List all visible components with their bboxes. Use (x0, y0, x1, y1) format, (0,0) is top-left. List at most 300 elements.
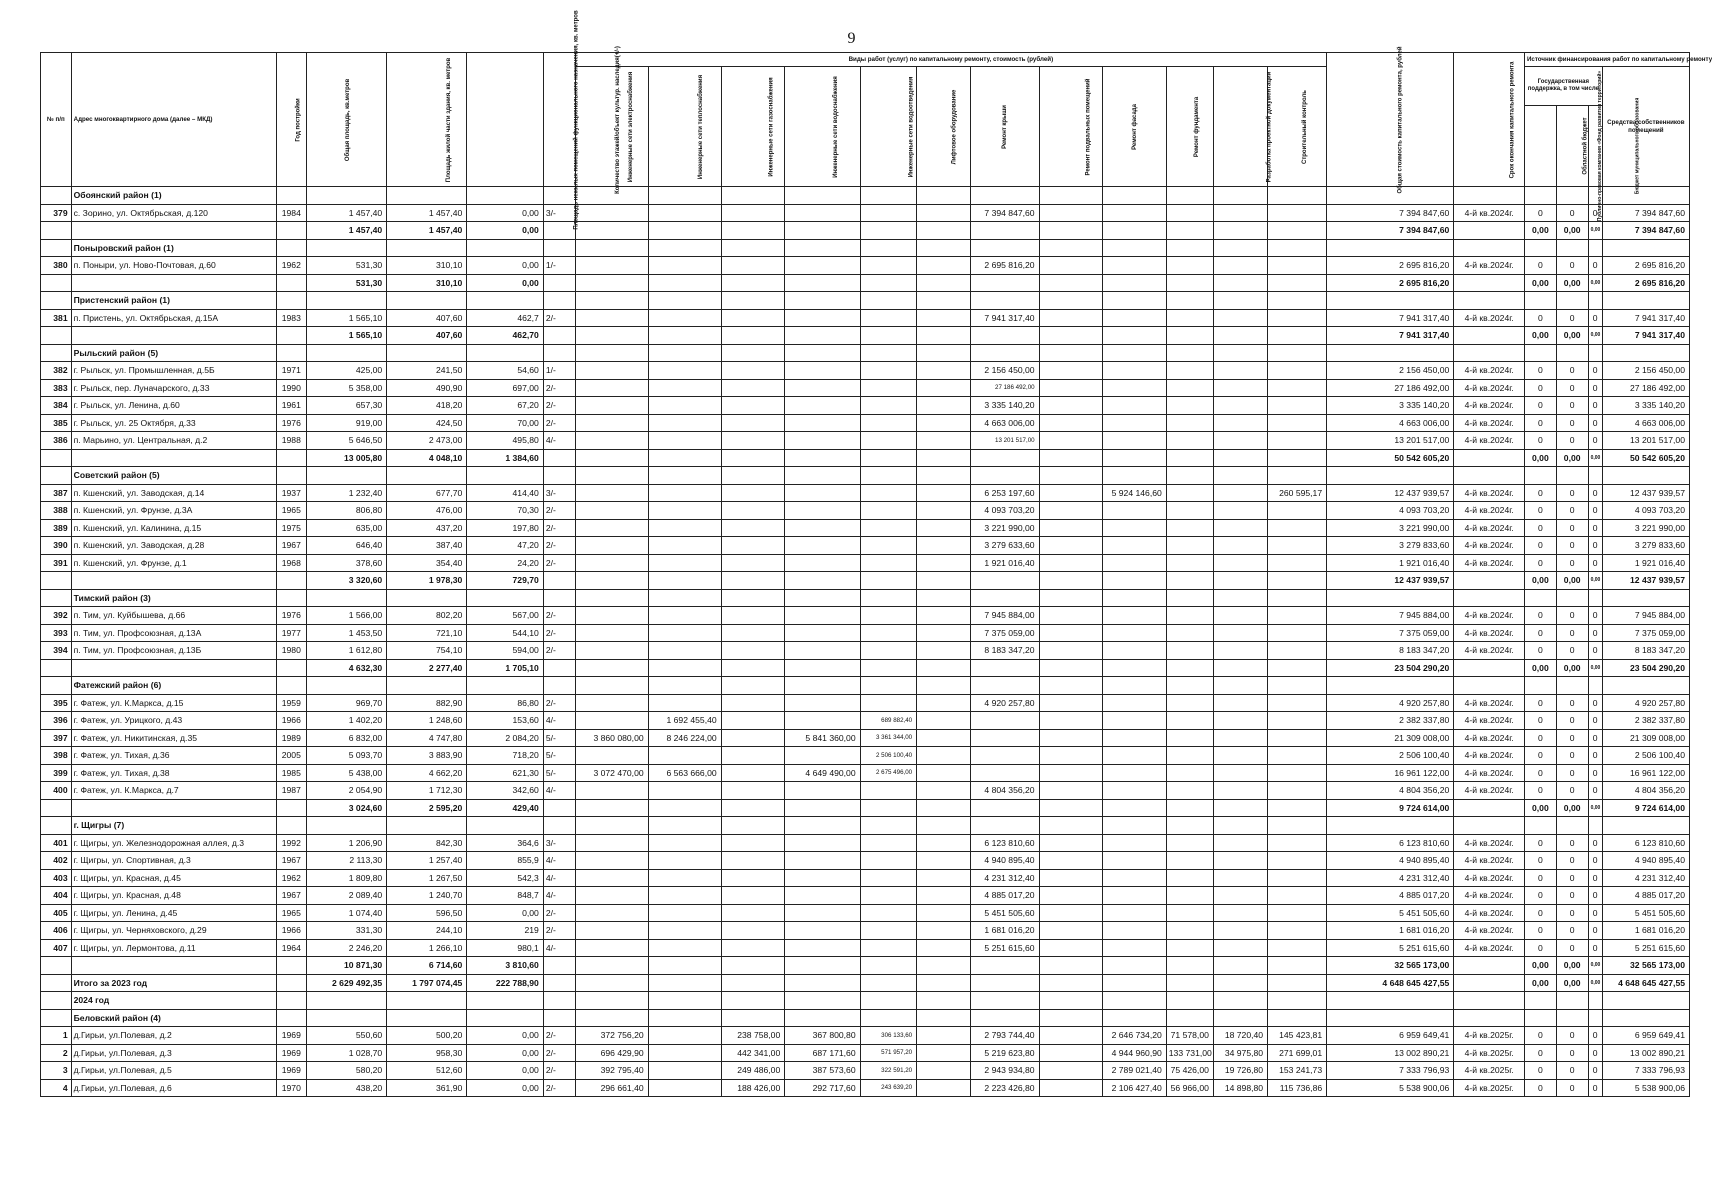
row-work-cost (721, 257, 785, 275)
empty-cell (276, 344, 307, 362)
row-work-cost (1213, 869, 1267, 887)
empty-cell (1039, 957, 1103, 975)
empty-cell (575, 957, 648, 975)
empty-cell (575, 449, 648, 467)
empty-cell (575, 274, 648, 292)
row-work-cost: 387 573,60 (785, 1062, 860, 1080)
row-work-cost (917, 642, 971, 660)
row-fin-municipal: 0 (1588, 712, 1602, 730)
row-address: г. Рыльск, ул. Промышленная, д.5Б (71, 362, 276, 380)
empty-cell (1039, 992, 1103, 1010)
district-name: 2024 год (71, 992, 276, 1010)
empty-cell (1039, 187, 1103, 205)
total-fin-fund: 0,00 (1524, 659, 1556, 677)
row-year: 1961 (276, 397, 307, 415)
row-work-cost (1268, 782, 1327, 800)
empty-cell (1166, 957, 1213, 975)
empty-cell (1327, 292, 1454, 310)
row-fin-region: 0 (1556, 712, 1588, 730)
row-address: п. Тим, ул. Профсоюзная, д.13А (71, 624, 276, 642)
empty-cell (721, 817, 785, 835)
row-work-cost (1039, 782, 1103, 800)
row-floors: 4/- (543, 712, 575, 730)
row-work-cost (1103, 712, 1167, 730)
row-work-cost: 7 941 317,40 (971, 309, 1039, 327)
empty-cell (1166, 187, 1213, 205)
empty-cell (543, 799, 575, 817)
row-work-cost: 4 940 895,40 (971, 852, 1039, 870)
row-work-cost (721, 642, 785, 660)
empty-cell (1103, 222, 1167, 240)
empty-cell (467, 292, 544, 310)
total-cost: 4 648 645 427,55 (1327, 974, 1454, 992)
row-work-cost (721, 764, 785, 782)
fin-fund-header: Публично-правовая компания «Фонд развития территорий» (1524, 105, 1556, 186)
table-row (41, 834, 1690, 852)
row-work-cost (917, 852, 971, 870)
row-work-cost (785, 537, 860, 555)
row-work-cost (785, 904, 860, 922)
row-number: 404 (41, 887, 72, 905)
empty-cell (543, 274, 575, 292)
total-nonres-area: 729,70 (467, 572, 544, 590)
row-nonres-area: 542,3 (467, 869, 544, 887)
empty-cell (917, 677, 971, 695)
row-total-area: 6 832,00 (307, 729, 387, 747)
row-work-cost (575, 204, 648, 222)
row-work-cost (721, 852, 785, 870)
row-number: 382 (41, 362, 72, 380)
row-number: 387 (41, 484, 72, 502)
row-work-cost (1268, 414, 1327, 432)
empty-cell (1524, 677, 1556, 695)
row-fin-municipal: 0 (1588, 379, 1602, 397)
row-deadline: 4-й кв.2024г. (1454, 922, 1525, 940)
col-num-header: № п/п (41, 53, 72, 187)
row-work-cost (917, 362, 971, 380)
table-row (41, 694, 1690, 712)
row-deadline: 4-й кв.2025г. (1454, 1044, 1525, 1062)
empty-cell (575, 344, 648, 362)
row-work-cost (860, 519, 917, 537)
row-total-cost: 1 681 016,20 (1327, 922, 1454, 940)
total-cost: 9 724 614,00 (1327, 799, 1454, 817)
district-row (41, 239, 1690, 257)
empty-cell (860, 449, 917, 467)
row-work-cost (1268, 764, 1327, 782)
empty-cell (467, 344, 544, 362)
row-work-cost (1166, 729, 1213, 747)
empty-cell (1166, 239, 1213, 257)
row-fin-region: 0 (1556, 782, 1588, 800)
empty-cell (917, 344, 971, 362)
row-total-area: 531,30 (307, 257, 387, 275)
row-work-cost (785, 922, 860, 940)
row-fin-region: 0 (1556, 624, 1588, 642)
row-work-cost (1039, 904, 1103, 922)
row-work-cost (917, 729, 971, 747)
row-work-cost (648, 1062, 721, 1080)
row-deadline: 4-й кв.2024г. (1454, 397, 1525, 415)
fin-region-header: Областной бюджет (1556, 105, 1588, 186)
row-year: 1964 (276, 939, 307, 957)
row-work-cost (1213, 747, 1267, 765)
row-floors: 2/- (543, 379, 575, 397)
row-deadline: 4-й кв.2024г. (1454, 484, 1525, 502)
total-living-area: 1 978,30 (387, 572, 467, 590)
row-work-cost: 2 943 934,80 (971, 1062, 1039, 1080)
empty-cell (1166, 589, 1213, 607)
row-total-cost: 2 156 450,00 (1327, 362, 1454, 380)
empty-cell (860, 799, 917, 817)
empty-cell (1556, 817, 1588, 835)
row-fin-region: 0 (1556, 432, 1588, 450)
row-work-cost (1213, 554, 1267, 572)
col-total-area-header: Общая площадь, кв.метров (307, 53, 387, 187)
row-fin-municipal: 0 (1588, 432, 1602, 450)
total-fin-owners: 50 542 605,20 (1602, 449, 1689, 467)
row-fin-owners: 7 333 796,93 (1602, 1062, 1689, 1080)
row-deadline: 4-й кв.2024г. (1454, 554, 1525, 572)
row-fin-owners: 4 920 257,80 (1602, 694, 1689, 712)
row-deadline: 4-й кв.2024г. (1454, 694, 1525, 712)
capital-repair-table-wrap (40, 9, 1712, 1097)
row-fin-municipal: 0 (1588, 764, 1602, 782)
subtotal-row (41, 957, 1690, 975)
row-nonres-area: 2 084,20 (467, 729, 544, 747)
empty-cell (276, 974, 307, 992)
empty-cell (575, 222, 648, 240)
row-work-cost: 2 789 021,40 (1103, 1062, 1167, 1080)
empty-cell (575, 817, 648, 835)
row-floors: 2/- (543, 607, 575, 625)
row-work-cost (917, 904, 971, 922)
row-total-area: 331,30 (307, 922, 387, 940)
table-row (41, 309, 1690, 327)
row-work-cost (1039, 537, 1103, 555)
empty-cell (1327, 239, 1454, 257)
row-address: г. Щигры, ул. Красная, д.45 (71, 869, 276, 887)
row-work-cost (917, 712, 971, 730)
row-year: 1966 (276, 922, 307, 940)
empty-cell (276, 659, 307, 677)
row-year: 1976 (276, 607, 307, 625)
row-work-cost (1103, 869, 1167, 887)
row-work-cost (860, 939, 917, 957)
row-work-cost (1039, 397, 1103, 415)
empty-cell (575, 659, 648, 677)
empty-cell (307, 992, 387, 1010)
row-work-cost: 292 717,60 (785, 1079, 860, 1097)
row-floors: 2/- (543, 414, 575, 432)
row-total-area: 2 089,40 (307, 887, 387, 905)
row-work-cost: 75 426,00 (1166, 1062, 1213, 1080)
total-fin-owners: 2 695 816,20 (1602, 274, 1689, 292)
row-work-cost (1039, 1044, 1103, 1062)
total-label: Итого за 2023 год (71, 974, 276, 992)
empty-cell (1039, 274, 1103, 292)
page-number: 9 (847, 30, 856, 47)
empty-cell (1103, 799, 1167, 817)
row-work-cost (860, 379, 917, 397)
empty-cell (648, 467, 721, 485)
row-work-cost (721, 484, 785, 502)
row-work-cost (648, 939, 721, 957)
row-work-cost (648, 519, 721, 537)
row-work-cost (575, 484, 648, 502)
row-fin-fund: 0 (1524, 1062, 1556, 1080)
row-number: 383 (41, 379, 72, 397)
row-number: 401 (41, 834, 72, 852)
empty-cell (1103, 239, 1167, 257)
table-row (41, 502, 1690, 520)
empty-cell (41, 659, 72, 677)
total-nonres-area: 0,00 (467, 222, 544, 240)
row-fin-fund: 0 (1524, 694, 1556, 712)
empty-cell (307, 344, 387, 362)
row-fin-municipal: 0 (1588, 869, 1602, 887)
row-work-cost (860, 502, 917, 520)
row-nonres-area: 594,00 (467, 642, 544, 660)
row-work-cost (1213, 764, 1267, 782)
row-year: 1983 (276, 309, 307, 327)
empty-cell (1103, 344, 1167, 362)
empty-cell (1039, 292, 1103, 310)
row-total-cost: 13 201 517,00 (1327, 432, 1454, 450)
empty-cell (1556, 992, 1588, 1010)
empty-cell (1039, 449, 1103, 467)
empty-cell (1268, 974, 1327, 992)
row-deadline: 4-й кв.2024г. (1454, 747, 1525, 765)
empty-cell (1454, 327, 1525, 345)
row-work-cost: 1 681 016,20 (971, 922, 1039, 940)
empty-cell (543, 589, 575, 607)
empty-cell (543, 677, 575, 695)
empty-cell (276, 292, 307, 310)
row-work-cost (860, 869, 917, 887)
row-floors: 2/- (543, 1079, 575, 1097)
row-floors: 1/- (543, 362, 575, 380)
row-work-cost (860, 834, 917, 852)
row-work-cost (1268, 309, 1327, 327)
total-area: 2 629 492,35 (307, 974, 387, 992)
row-address: п. Кшенский, ул. Калинина, д.15 (71, 519, 276, 537)
row-address: г. Щигры, ул. Ленина, д.45 (71, 904, 276, 922)
row-total-area: 5 438,00 (307, 764, 387, 782)
row-floors: 5/- (543, 747, 575, 765)
empty-cell (860, 572, 917, 590)
row-work-cost (1166, 834, 1213, 852)
empty-cell (575, 292, 648, 310)
row-work-cost (1166, 257, 1213, 275)
empty-cell (1556, 344, 1588, 362)
empty-cell (387, 677, 467, 695)
table-row (41, 362, 1690, 380)
row-work-cost (1039, 642, 1103, 660)
row-work-cost: 296 661,40 (575, 1079, 648, 1097)
row-nonres-area: 70,00 (467, 414, 544, 432)
row-work-cost (1213, 414, 1267, 432)
total-label (71, 572, 276, 590)
empty-cell (467, 467, 544, 485)
row-work-cost (648, 922, 721, 940)
row-work-cost (917, 397, 971, 415)
row-work-cost (575, 852, 648, 870)
row-floors: 3/- (543, 834, 575, 852)
row-fin-fund: 0 (1524, 257, 1556, 275)
row-floors: 2/- (543, 922, 575, 940)
row-work-cost (1268, 362, 1327, 380)
row-fin-region: 0 (1556, 537, 1588, 555)
empty-cell (721, 992, 785, 1010)
row-number: 403 (41, 869, 72, 887)
empty-cell (387, 992, 467, 1010)
row-work-cost (1039, 1062, 1103, 1080)
empty-cell (860, 659, 917, 677)
row-nonres-area: 0,00 (467, 1044, 544, 1062)
row-address: д.Гирьи, ул.Полевая, д.3 (71, 1044, 276, 1062)
row-fin-fund: 0 (1524, 834, 1556, 852)
row-work-cost (721, 554, 785, 572)
district-name: Рыльский район (5) (71, 344, 276, 362)
row-work-cost (1039, 554, 1103, 572)
row-number: 391 (41, 554, 72, 572)
empty-cell (1268, 187, 1327, 205)
row-work-cost: 442 341,00 (721, 1044, 785, 1062)
row-living-area: 476,00 (387, 502, 467, 520)
row-nonres-area: 219 (467, 922, 544, 940)
row-work-cost (1213, 712, 1267, 730)
row-deadline: 4-й кв.2024г. (1454, 642, 1525, 660)
row-work-cost: 372 756,20 (575, 1027, 648, 1045)
empty-cell (917, 187, 971, 205)
row-year: 1959 (276, 694, 307, 712)
empty-cell (387, 467, 467, 485)
row-work-cost (721, 362, 785, 380)
empty-cell (1103, 589, 1167, 607)
row-work-cost (648, 904, 721, 922)
row-work-cost (1213, 887, 1267, 905)
empty-cell (648, 292, 721, 310)
empty-cell (1213, 1009, 1267, 1027)
empty-cell (1327, 467, 1454, 485)
empty-cell (1268, 992, 1327, 1010)
row-work-cost (575, 694, 648, 712)
row-fin-municipal: 0 (1588, 519, 1602, 537)
row-number: 393 (41, 624, 72, 642)
empty-cell (41, 187, 72, 205)
row-total-area: 806,80 (307, 502, 387, 520)
row-work-cost: 260 595,17 (1268, 484, 1327, 502)
district-name: Беловский район (4) (71, 1009, 276, 1027)
total-fin-municipal: 0,00 (1588, 659, 1602, 677)
row-fin-fund: 0 (1524, 747, 1556, 765)
row-work-cost (1103, 257, 1167, 275)
row-year: 1965 (276, 904, 307, 922)
row-address: п. Тим, ул. Куйбышева, д.66 (71, 607, 276, 625)
row-work-cost (785, 607, 860, 625)
row-nonres-area: 980,1 (467, 939, 544, 957)
empty-cell (1588, 817, 1602, 835)
row-fin-fund: 0 (1524, 869, 1556, 887)
row-work-cost: 188 426,00 (721, 1079, 785, 1097)
row-work-cost (721, 204, 785, 222)
empty-cell (917, 799, 971, 817)
row-deadline: 4-й кв.2024г. (1454, 204, 1525, 222)
row-year: 1984 (276, 204, 307, 222)
row-work-cost (917, 607, 971, 625)
total-area: 13 005,80 (307, 449, 387, 467)
row-work-cost (917, 939, 971, 957)
total-fin-fund: 0,00 (1524, 222, 1556, 240)
row-work-cost (1213, 257, 1267, 275)
row-work-cost (1268, 642, 1327, 660)
row-number: 390 (41, 537, 72, 555)
row-work-cost (917, 624, 971, 642)
row-deadline: 4-й кв.2024г. (1454, 852, 1525, 870)
row-fin-fund: 0 (1524, 537, 1556, 555)
row-fin-region: 0 (1556, 379, 1588, 397)
row-number: 379 (41, 204, 72, 222)
row-work-cost: 71 578,00 (1166, 1027, 1213, 1045)
row-work-cost (648, 852, 721, 870)
row-nonres-area: 414,40 (467, 484, 544, 502)
empty-cell (971, 589, 1039, 607)
empty-cell (721, 659, 785, 677)
empty-cell (648, 677, 721, 695)
row-work-cost (1039, 362, 1103, 380)
row-floors: 2/- (543, 397, 575, 415)
district-row (41, 344, 1690, 362)
empty-cell (785, 974, 860, 992)
empty-cell (721, 589, 785, 607)
row-total-cost: 4 920 257,80 (1327, 694, 1454, 712)
row-work-cost: 367 800,80 (785, 1027, 860, 1045)
district-row (41, 677, 1690, 695)
empty-cell (1213, 274, 1267, 292)
empty-cell (1524, 187, 1556, 205)
row-work-cost (971, 747, 1039, 765)
total-nonres-area: 462,70 (467, 327, 544, 345)
row-fin-owners: 4 093 703,20 (1602, 502, 1689, 520)
empty-cell (1166, 467, 1213, 485)
total-fin-municipal: 0,00 (1588, 957, 1602, 975)
row-work-cost (1166, 624, 1213, 642)
empty-cell (721, 187, 785, 205)
row-address: п. Тим, ул. Профсоюзная, д.13Б (71, 642, 276, 660)
empty-cell (860, 957, 917, 975)
row-work-cost (917, 694, 971, 712)
row-work-cost: 153 241,73 (1268, 1062, 1327, 1080)
row-fin-municipal: 0 (1588, 502, 1602, 520)
row-nonres-area: 0,00 (467, 204, 544, 222)
row-fin-fund: 0 (1524, 502, 1556, 520)
table-row (41, 519, 1690, 537)
empty-cell (648, 187, 721, 205)
total-fin-fund: 0,00 (1524, 449, 1556, 467)
row-floors: 2/- (543, 1044, 575, 1062)
empty-cell (1103, 187, 1167, 205)
empty-cell (917, 659, 971, 677)
empty-cell (917, 239, 971, 257)
row-floors: 2/- (543, 642, 575, 660)
empty-cell (1454, 222, 1525, 240)
row-total-area: 580,20 (307, 1062, 387, 1080)
row-work-cost (575, 642, 648, 660)
row-number: 381 (41, 309, 72, 327)
table-row (41, 537, 1690, 555)
empty-cell (575, 799, 648, 817)
